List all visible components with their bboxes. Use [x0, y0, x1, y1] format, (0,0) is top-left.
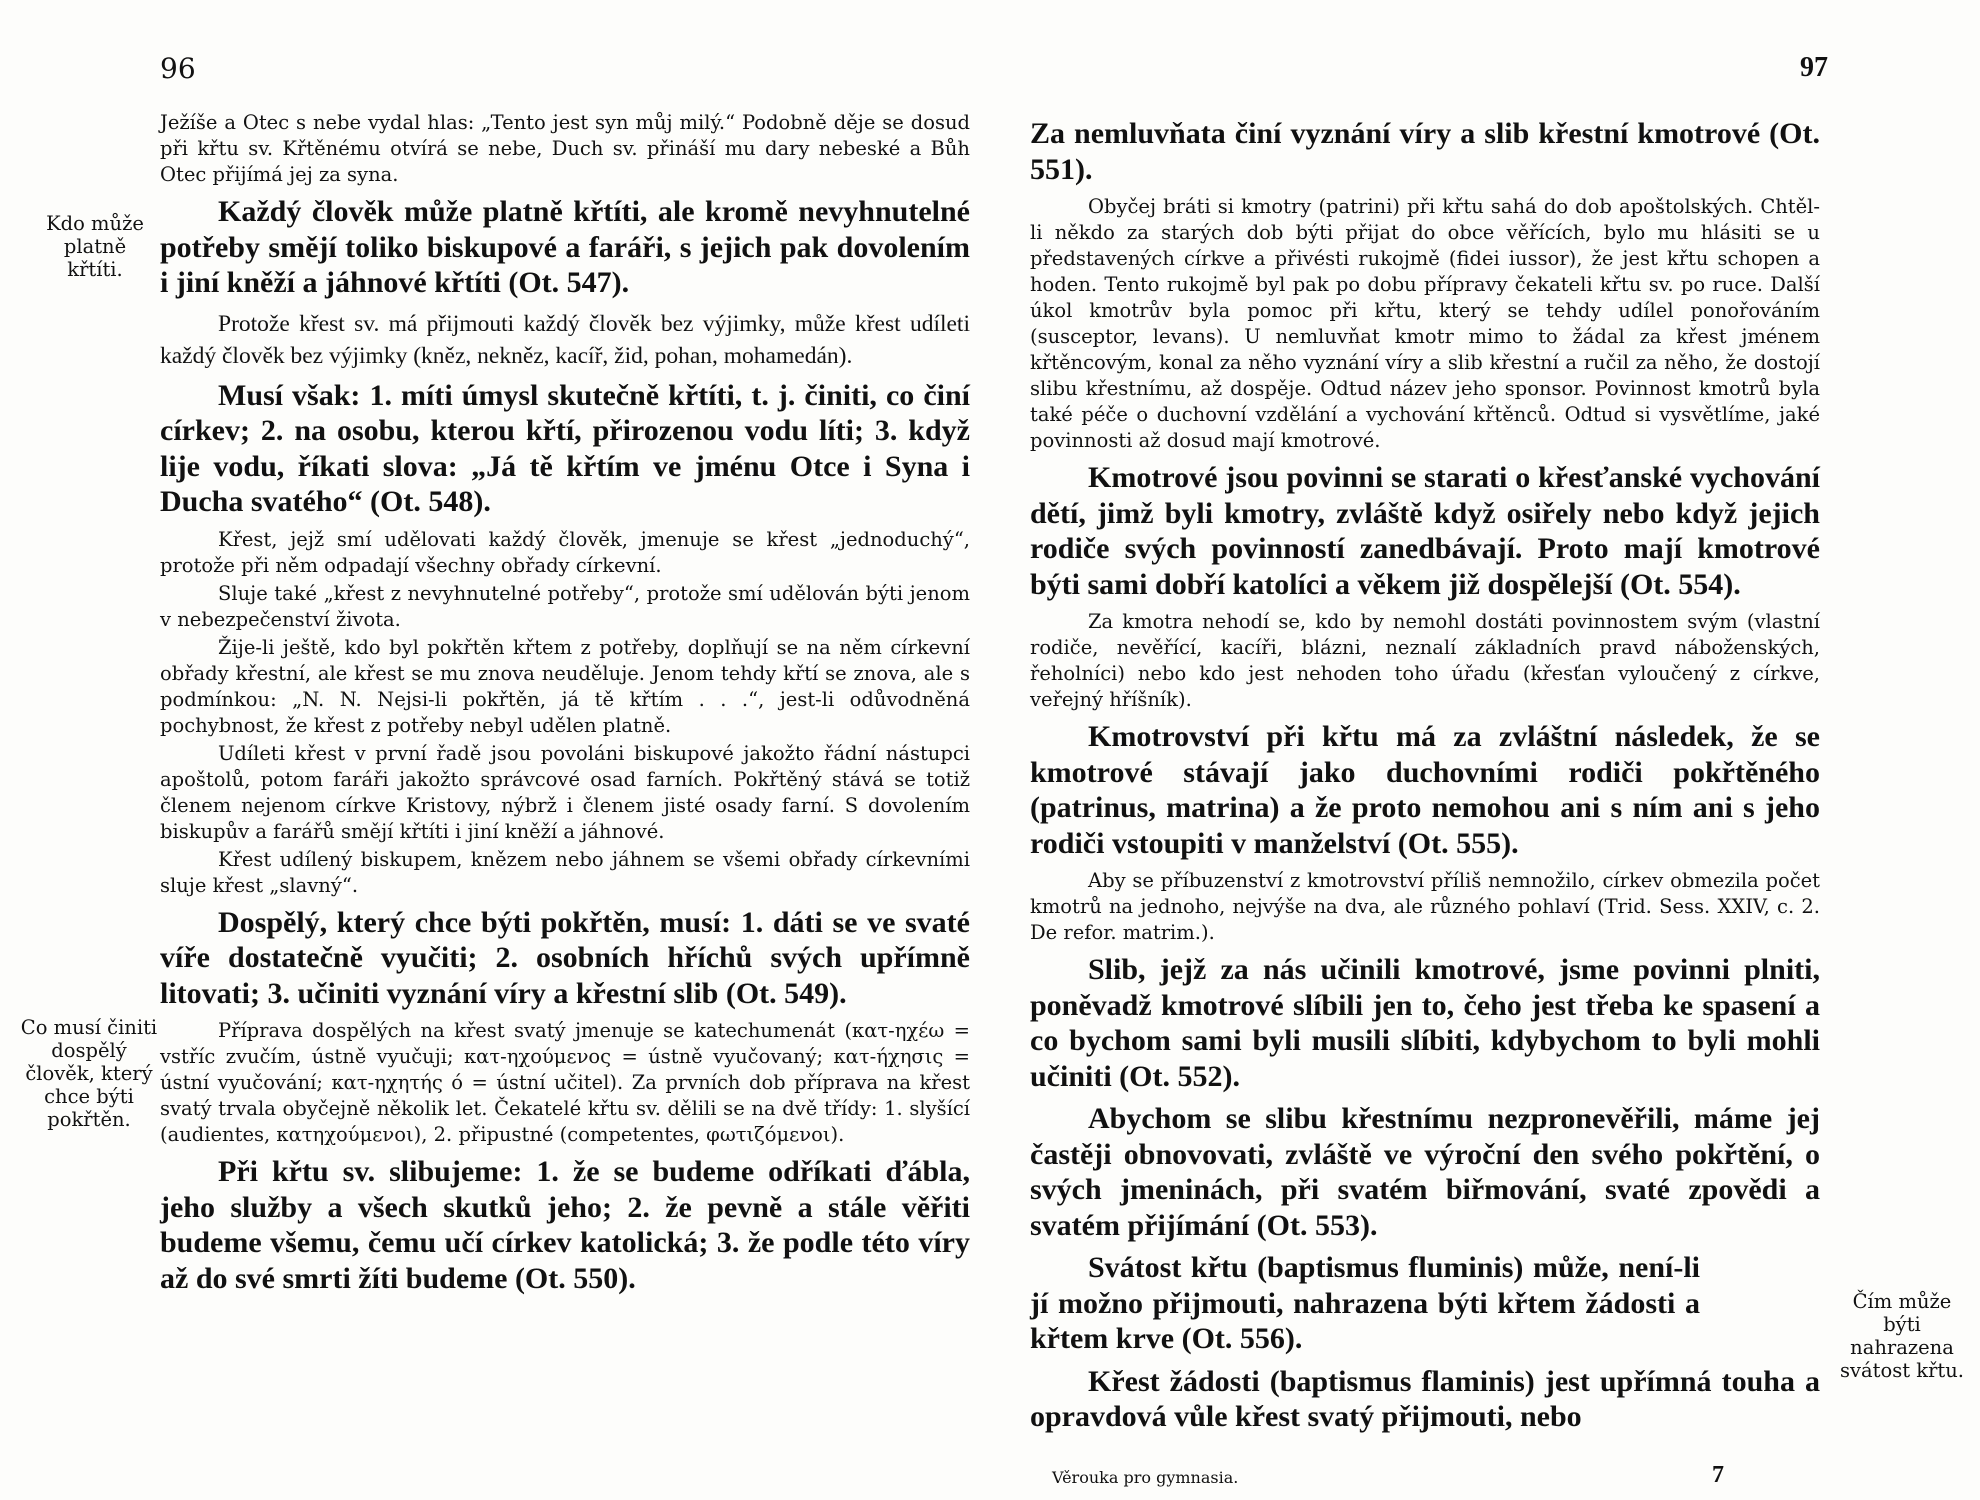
paragraph: Ježíše a Otec s nebe vydal hlas: „Tento jest syn můj milý.“ Podobně děje se dosud při křtu sv. Křtěnému otvírá se nebe, Duch sv. přináší mu dary nebeské a Bůh Otec přijímá jej za syna. [160, 111, 970, 186]
page-number-left: 96 [160, 52, 196, 85]
paragraph: Aby se příbuzenství z kmotrovství příliš nemnožilo, církev obmezila počet kmotrů na jednoho, nejvýše na dva, ale různého pohlaví (Trid. Sess. XXIV, c. 2. De refor. matrim.). [1030, 869, 1820, 944]
heading-paragraph: Musí však: 1. míti úmysl skutečně křtíti, t. j. činiti, co činí církev; 2. na osobu, kterou křtí, přirozenou vodu líti; 3. když lije vodu, říkati slova: „Já tě křtím ve jménu Otce i Syna i Ducha svatého“ (Ot. 548). [160, 378, 970, 518]
heading-paragraph: Slib, jejž za nás učinili kmotrové, jsme povinni plniti, poněvadž kmotrové slíbili jen to, čeho jest třeba ke spasení a co bychom sami byli musili slíbiti, kdybychom to byli mohli učiniti (Ot. 552). [1030, 953, 1820, 1093]
right-page-column [1030, 110, 1820, 1442]
heading-paragraph: Kmotrové jsou povinni se starati o křesťanské vychování dětí, jimž byli kmotry, zvláště když osiřely nebo když jejich rodiče svých povinností zanedbávají. Proto mají kmotrové býti sami dobří katolíci a věkem již dospělejší (Ot. 554). [1030, 461, 1820, 601]
heading-paragraph: Křest žádosti (baptismus flaminis) jest upřímná touha a opravdová vůle křest svatý přijmouti, nebo [1030, 1364, 1820, 1433]
paragraph: Žije-li ještě, kdo byl pokřtěn křtem z potřeby, doplňují se na něm církevní obřady křestní, ale křest se mu znova neuděluje. Jenom tehdy křtí se znova, ale s podmínkou: „N. N. Nejsi-li pokřtěn, já tě křtím . . .“, jest-li odůvodněná pochybnost, že křest z potřeby nebyl udělen platně. [160, 635, 970, 737]
heading-paragraph: Kmotrovství při křtu má za zvláštní následek, že se kmotrové stávají jako duchovními rodiči pokřtěného (patrinus, matrina) a že proto nemohou ani s ním ani s jeho rodiči vstoupiti v manželství (Ot. 555). [1030, 720, 1820, 860]
heading-paragraph: Svátost křtu (baptismus fluminis) může, není-li jí možno přijmouti, nahrazena býti křtem žádosti a křtem krve (Ot. 556). [1030, 1251, 1700, 1355]
footer-book-title: Věrouka pro gymnasia. [1052, 1468, 1239, 1487]
paragraph: Křest udílený biskupem, knězem nebo jáhnem se všemi obřady církevními sluje křest „slavný“. [160, 847, 970, 897]
margin-note-adult-requirements: Co musí činiti dospělý člověk, který chce býti pokřtěn. [20, 1016, 158, 1131]
heading-paragraph: Abychom se slibu křestnímu nezpronevěřili, máme jej častěji obnovovati, zvláště ve výroční den svého pokřtění, o svých jmeninách, při svatém biřmování, svaté zpovědi a svatém přijímání (Ot. 553). [1030, 1102, 1820, 1242]
left-page-column [160, 110, 970, 1303]
paragraph: Udíleti křest v první řadě jsou povoláni biskupové jakožto řádní nástupci apoštolů, potom faráři jakožto správcové osad farních. Pokřtěný stává se totiž členem nejenom církve Kristovy, nýbrž i členem jisté osady farní. S dovolením biskupův a farářů smějí křtíti i jiní kněží a jáhnové. [160, 741, 970, 843]
paragraph: Obyčej bráti si kmotry (patrini) při křtu sahá do dob apoštolských. Chtěl-li někdo za starých dob býti přijat do obce věřících, bylo mu hlásiti se u představených církve a přivésti rukojmě (fidei iussor), že jest křtu schopen a hoden. Tento rukojmě byl pak po dobu přípravy čekateli křtu sv. po ruce. Další úkol kmotrův byla pomoc při křtu, který se tehdy udílel ponořováním (susceptor, levans). U nemluvňat kmotr mimo to žádal za křest jménem křtěncovým, konal za něho vyznání víry a slib křestní a ručil za něho, že dostojí slibu křestnímu, až dospěje. Odtud název jeho sponsor. Povinnost kmotrů byla také péče o duchovní vzdělání a vychování křtěnců. Odtud si vysvětlíme, jaké povinnosti až dosud mají kmotrové. [1030, 195, 1820, 452]
heading-paragraph: Za nemluvňata činí vyznání víry a slib křestní kmotrové (Ot. 551). [1030, 117, 1820, 186]
page-footer [1052, 1462, 1812, 1488]
heading-paragraph: Dospělý, který chce býti pokřtěn, musí: 1. dáti se ve svaté víře dostatečně vyučiti; 2. osobních hříchů svých upřímně litovati; 3. učiniti vyznání víry a křestní slib (Ot. 549). [160, 905, 970, 1010]
margin-note-who-may-baptize: Kdo může platně křtíti. [46, 212, 144, 281]
heading-paragraph: Každý člověk může platně křtíti, ale kromě nevyhnutelné potřeby smějí toliko biskupové a faráři, s jejich pak dovolením i jiní kněží a jáhnové křtíti (Ot. 547). [160, 195, 970, 299]
page-number-right: 97 [1800, 52, 1828, 83]
paragraph: Křest, jejž smí udělovati každý člověk, jmenuje se křest „jednoduchý“, protože při něm odpadají všechny obřady církevní. [160, 527, 970, 577]
paragraph: Sluje také „křest z nevyhnutelné potřeby“, protože smí udělován býti jenom v nebezpečenství života. [160, 581, 970, 631]
paragraph: Za kmotra nehodí se, kdo by nemohl dostáti povinnostem svým (vlastní rodiče, nevěřící, kacíři, blázni, neznalí základních pravd náboženských, řeholníci) nebo kdo jest nehoden toho úřadu (křesťan vyloučený z církve, veřejný hříšník). [1030, 610, 1820, 711]
signature-mark: 7 [1712, 1462, 1724, 1488]
paragraph: Protože křest sv. má přijmouti každý člověk bez výjimky, může křest udíleti každý člověk bez výjimky (kněz, nekněz, kacíř, žid, pohan, mohamedán). [160, 310, 970, 369]
margin-note-baptism-substitute: Čím může býti nahrazena svátost křtu. [1840, 1290, 1964, 1382]
paragraph: Příprava dospělých na křest svatý jmenuje se katechumenát (κατ-ηχέω = vstříc zvučím, ústně vyučuji; κατ-ηχούμενος = ústně vyučovaný; κατ-ήχησις = ústní vyučování; κατ-ηχητής ό = ústní učitel). Za prvních dob příprava na křest svatý trvala obyčejně několik let. Čekatelé křtu sv. dělili se na dvě třídy: 1. slyšící (audientes, κατηχούμενοι), 2. připustné (competentes, φωτιζόμενοι). [160, 1019, 970, 1146]
heading-paragraph: Při křtu sv. slibujeme: 1. že se budeme odříkati ďábla, jeho služby a všech skutků jeho; 2. že pevně a stále věřiti budeme všemu, čemu učí církev katolická; 3. že podle této víry až do své smrti žíti budeme (Ot. 550). [160, 1155, 970, 1295]
